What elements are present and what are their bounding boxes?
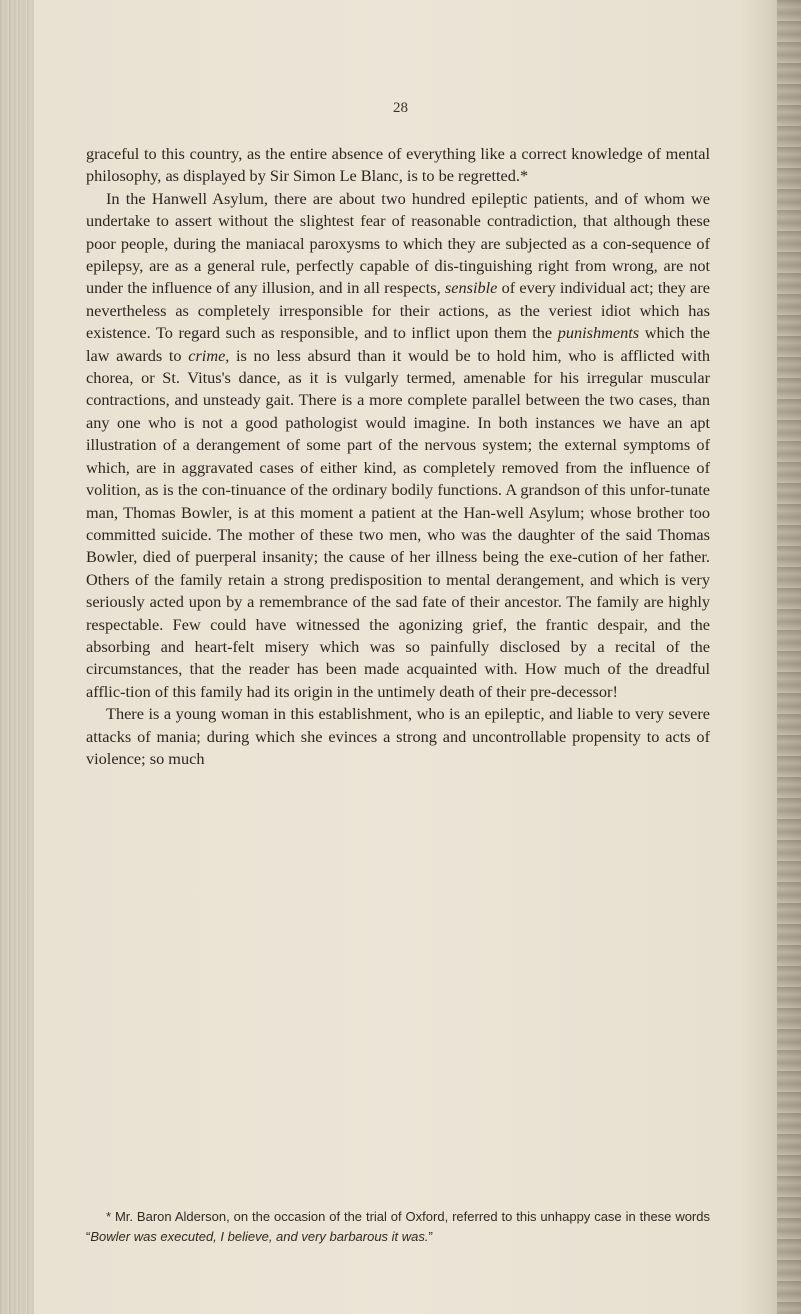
paragraph <box>86 188 710 703</box>
italic-text: punishments <box>557 323 640 343</box>
binding-gutter <box>0 0 34 1314</box>
footnote-text: * Mr. Baron Alderson, on the occasion of the trial of Oxford, referred to this unhappy case in these words “ <box>86 1209 710 1244</box>
footnote-quote: Bowler was executed, I believe, and very barbarous it was. <box>90 1229 429 1244</box>
paragraph-text: which the law awards to <box>86 323 710 365</box>
page-edge-shadow <box>777 0 801 1314</box>
paragraph-text: is no less absurd than it would be to hold him, who is afflicted with chorea, or St. Vitus's dance, as it is vulgarly termed, amenable for his irregular muscular contractions, and unsteady gait. There is a more complete parallel between the two cases, than any one who is not a good pathologist would imagine. In both instances we have an apt illustration of a derangement of some part of the nervous system; the external symptoms of which, are in aggravated cases of either kind, as completely removed from the influence of volition, as is the con-tinuance of the ordinary bodily functions. A grandson of this unfor-tunate man, Thomas Bowler, is at this moment a patient at the Han-well Asylum; whose brother too committed suicide. The mother of these two men, who was the daughter of the said Thomas Bowler, died of puerperal insanity; the cause of her illness being the exe-cution of her father. Others of the family retain a strong predisposition to mental derangement, and which is very seriously acted upon by a remembrance of the sad fate of their ancestor. The family are highly respectable. Few could have witnessed the agonizing grief, the frantic despair, and the absorbing and heart-felt misery which was so painfully disclosed by a recital of the circumstances, that the reader has been made acquainted with. How much of the dreadful afflic-tion of this family had its origin in the untimely death of their pre-decessor! <box>86 345 710 701</box>
footnote-text: ” <box>428 1229 433 1244</box>
body-text <box>86 143 710 770</box>
page-number: 28 <box>393 100 408 116</box>
paragraph <box>86 143 710 188</box>
italic-text: sensible <box>444 278 498 298</box>
paragraph-text: of every individual act; they are nevertheless as completely irresponsible for their actions, as the veriest idiot which has existence. To regard such as responsible, and to inflict upon them the <box>86 278 710 343</box>
paragraph-text: In the Hanwell Asylum, there are about two hundred epileptic patients, and of whom we undertake to assert without the slightest fear of reasonable contradiction, that although these poor people, during the maniacal paroxysms to which they are subjected as a con-sequence of epilepsy, are as a general rule, perfectly capable of dis-tinguishing right from wrong, are not under the influence of any illusion, and in all respects, <box>86 188 710 298</box>
paragraph-text: There is a young woman in this establishment, who is an epileptic, and liable to very severe attacks of mania; during which she evinces a strong and uncontrollable propensity to acts of violence; so much <box>86 704 710 768</box>
paragraph-text: graceful to this country, as the entire absence of everything like a correct knowledge of mental philosophy, as displayed by Sir Simon Le Blanc, is to be regretted.* <box>86 144 710 186</box>
footnote <box>86 1207 710 1247</box>
paragraph <box>86 703 710 770</box>
italic-text: crime, <box>188 345 230 365</box>
